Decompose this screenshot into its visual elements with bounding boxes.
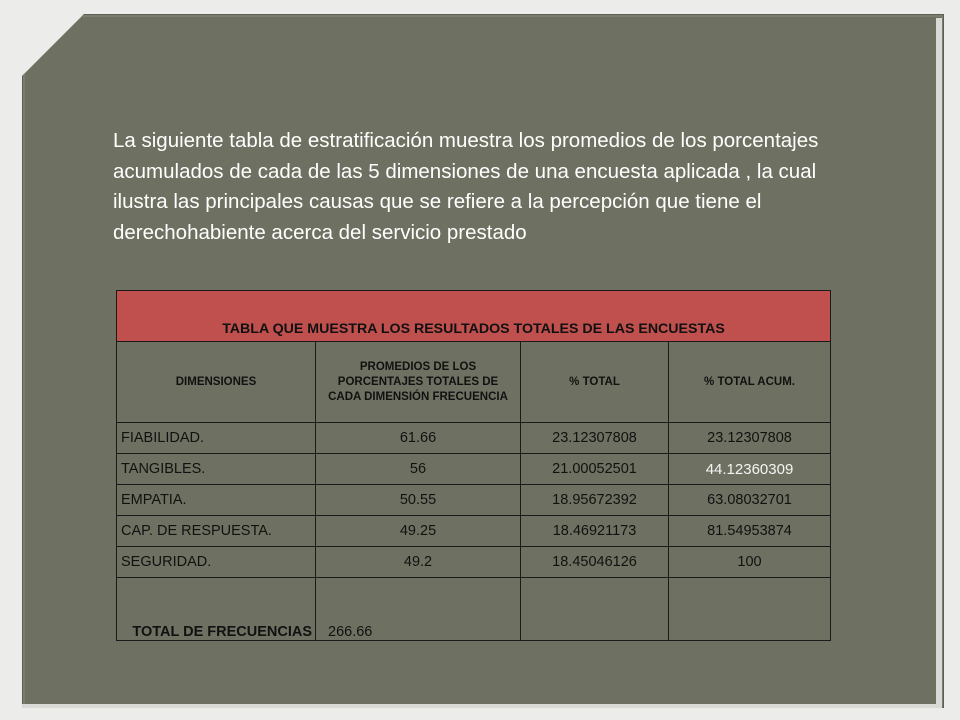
header-promedios: PROMEDIOS DE LOS PORCENTAJES TOTALES DE CADA DIMENSIÓN FRECUENCIA	[316, 342, 521, 423]
cell-acum: 63.08032701	[669, 485, 831, 516]
table-row	[117, 454, 831, 485]
cell-dimension: CAP. DE RESPUESTA.	[117, 516, 316, 547]
cell-promedio: 56	[316, 454, 521, 485]
total-value: 266.66	[316, 578, 521, 641]
cell-total: 21.00052501	[521, 454, 669, 485]
header-total: % TOTAL	[521, 342, 669, 423]
cell-acum: 23.12307808	[669, 423, 831, 454]
slide-edge-right	[936, 18, 942, 708]
header-acum: % TOTAL ACUM.	[669, 342, 831, 423]
cell-dimension: EMPATIA.	[117, 485, 316, 516]
total-row	[117, 578, 831, 641]
total-label: TOTAL DE FRECUENCIAS	[117, 578, 316, 641]
total-empty-cell	[521, 578, 669, 641]
cell-promedio: 61.66	[316, 423, 521, 454]
table-row	[117, 547, 831, 578]
intro-paragraph: La siguiente tabla de estratificación muestra los promedios de los porcentajes acumulados de cada de las 5 dimensiones de una encuesta aplicada , la cual ilustra las principales causas que se refiere a la percepción que tiene el derechohabiente acerca del servicio prestado	[113, 129, 819, 244]
cell-total: 23.12307808	[521, 423, 669, 454]
cell-total: 18.95672392	[521, 485, 669, 516]
table-row	[117, 516, 831, 547]
cell-dimension: TANGIBLES.	[117, 454, 316, 485]
cell-acum: 81.54953874	[669, 516, 831, 547]
cell-promedio: 49.2	[316, 547, 521, 578]
cell-dimension: FIABILIDAD.	[117, 423, 316, 454]
cell-acum: 44.12360309	[669, 454, 831, 485]
table-row	[117, 423, 831, 454]
cell-promedio: 50.55	[316, 485, 521, 516]
table-title: TABLA QUE MUESTRA LOS RESULTADOS TOTALES DE LAS ENCUESTAS	[117, 291, 831, 342]
results-table	[116, 290, 831, 641]
header-dimensiones: DIMENSIONES	[117, 342, 316, 423]
slide-edge-bottom	[22, 704, 942, 708]
cell-promedio: 49.25	[316, 516, 521, 547]
cell-total: 18.46921173	[521, 516, 669, 547]
cell-dimension: SEGURIDAD.	[117, 547, 316, 578]
total-empty-cell	[669, 578, 831, 641]
table-row	[117, 485, 831, 516]
cell-total: 18.45046126	[521, 547, 669, 578]
cell-acum: 100	[669, 547, 831, 578]
